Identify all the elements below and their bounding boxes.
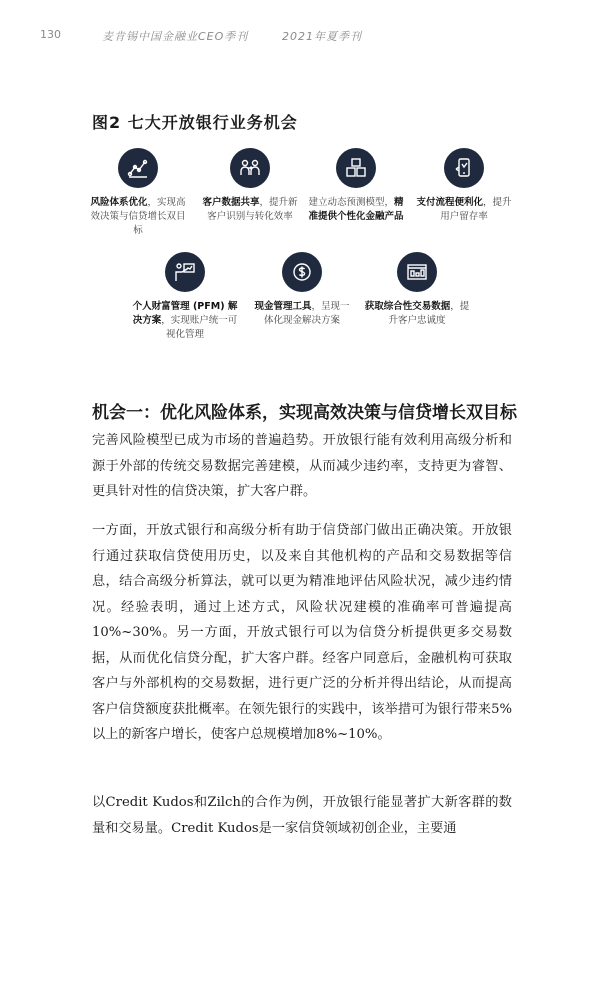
paragraph-intro: 完善风险模型已成为市场的普遍趋势。开放银行能有效利用高级分析和源于外部的传统交易数据完善建模，从而减少违约率，支持更为睿智、更具针对性的信贷决策，扩大客户群。 (92, 433, 512, 499)
people-share-icon (230, 148, 270, 188)
opportunity-caption: 风险体系优化，实现高效决策与信贷增长双目标 (90, 197, 186, 236)
dollar-icon (282, 252, 322, 292)
figure-title: 图2 七大开放银行业务机会 (92, 113, 298, 132)
page-number: 130 (40, 28, 61, 41)
opportunity-payment (414, 148, 514, 224)
opportunity-caption: 获取综合性交易数据，提升客户忠诚度 (364, 301, 470, 326)
dashboard-icon (397, 252, 437, 292)
running-header (40, 28, 560, 42)
opportunity-caption: 现金管理工具，呈现一体化现金解决方案 (254, 301, 350, 326)
section-heading: 机会一：优化风险体系，实现高效决策与信贷增长双目标 (92, 403, 517, 423)
journal-title: 麦肯锡中国金融业CEO季刊 (102, 30, 249, 43)
risk-chart-icon (118, 148, 158, 188)
opportunity-cash-management (252, 252, 352, 328)
opportunity-caption: 建立动态预测模型，精准提供个性化金融产品 (308, 197, 404, 222)
opportunity-transaction-data (362, 252, 472, 328)
opportunity-caption: 支付流程便利化，提升用户留存率 (416, 197, 512, 222)
issue-label: 2021年夏季刊 (282, 30, 362, 43)
opportunity-customer-data (200, 148, 300, 224)
opportunity-pfm (130, 252, 240, 342)
paragraph-example: 以Credit Kudos和Zilch的合作为例，开放银行能显著扩大新客群的数量和交易量。Credit Kudos是一家信贷领域初创企业，主要通 (92, 795, 512, 836)
opportunity-caption: 个人财富管理 (PFM) 解决方案，实现账户统一可视化管理 (132, 301, 238, 340)
opportunity-risk (88, 148, 188, 238)
presenter-icon (165, 252, 205, 292)
opportunity-caption: 客户数据共享，提升新客户识别与转化效率 (202, 197, 298, 222)
paragraph-detail: 一方面，开放式银行和高级分析有助于信贷部门做出正确决策。开放银行通过获取信贷使用历史，以及来自其他机构的产品和交易数据等信息，结合高级分析算法，就可以更为精准地评估风险状况，减少违约情况。经验表明，通过上述方式，风险状况建模的准确率可普遍提高10%~30%。另一方面，开放式银行可以为信贷分析提供更多交易数据，从而优化信贷分配，扩大客户群。经客户同意后，金融机构可获取客户与外部机构的交易数据，进行更广泛的分析并得出结论，从而提高客户信贷额度获批概率。在领先银行的实践中，该举措可为银行带来5%以上的新客户增长，使客户总规模增加8%~10%。 (92, 523, 512, 742)
mobile-payment-icon (444, 148, 484, 188)
cubes-icon (336, 148, 376, 188)
opportunity-predictive-model (306, 148, 406, 224)
